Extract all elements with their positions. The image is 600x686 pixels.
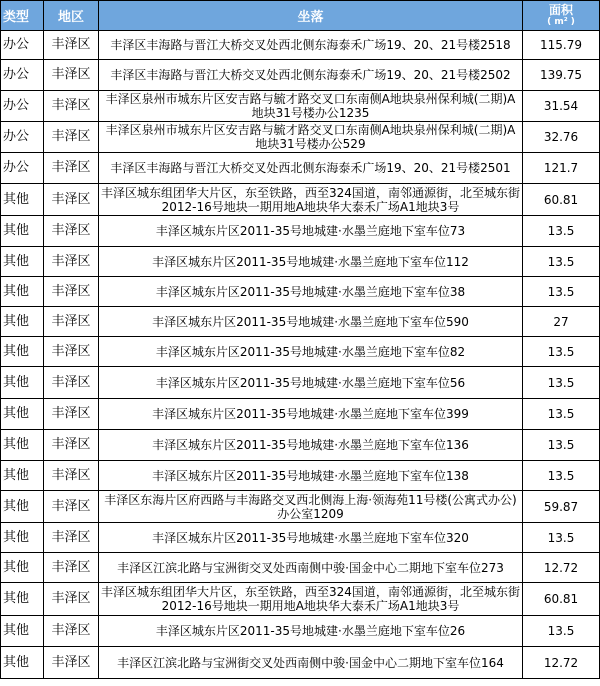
cell-type: 其他 <box>1 399 44 430</box>
cell-area: 13.5 <box>523 337 600 367</box>
table-row <box>1 647 600 679</box>
table-row <box>1 247 600 277</box>
cell-type: 其他 <box>1 307 44 337</box>
cell-area: 27 <box>523 307 600 337</box>
table-row <box>1 153 600 184</box>
table-row <box>1 616 600 647</box>
cell-location: 丰泽区丰海路与晋江大桥交叉处西北侧东海泰禾广场19、20、21号楼2502 <box>99 60 523 91</box>
cell-district: 丰泽区 <box>44 337 99 367</box>
table-row <box>1 216 600 247</box>
cell-area: 60.81 <box>523 184 600 216</box>
cell-district: 丰泽区 <box>44 307 99 337</box>
cell-area: 13.5 <box>523 461 600 491</box>
cell-area: 13.5 <box>523 399 600 430</box>
cell-area: 13.5 <box>523 277 600 307</box>
table-row <box>1 523 600 553</box>
cell-area: 31.54 <box>523 91 600 122</box>
header-type: 类型 <box>1 1 44 31</box>
cell-area: 13.5 <box>523 616 600 647</box>
cell-location: 丰泽区城东片区2011-35号地城建·水墨兰庭地下室车位320 <box>99 523 523 553</box>
cell-type: 其他 <box>1 461 44 491</box>
cell-location: 丰泽区城东片区2011-35号地城建·水墨兰庭地下室车位138 <box>99 461 523 491</box>
table-header-row <box>1 1 600 31</box>
cell-location: 丰泽区丰海路与晋江大桥交叉处西北侧东海泰禾广场19、20、21号楼2518 <box>99 31 523 60</box>
cell-district: 丰泽区 <box>44 277 99 307</box>
cell-type: 办公 <box>1 153 44 184</box>
cell-type: 其他 <box>1 277 44 307</box>
table-row <box>1 122 600 153</box>
cell-type: 其他 <box>1 553 44 583</box>
table-row <box>1 399 600 430</box>
cell-area: 13.5 <box>523 216 600 247</box>
cell-district: 丰泽区 <box>44 184 99 216</box>
table-row <box>1 367 600 399</box>
header-location: 坐落 <box>99 1 523 31</box>
cell-district: 丰泽区 <box>44 616 99 647</box>
cell-district: 丰泽区 <box>44 122 99 153</box>
cell-district: 丰泽区 <box>44 247 99 277</box>
cell-location: 丰泽区城东片区2011-35号地城建·水墨兰庭地下室车位26 <box>99 616 523 647</box>
table-row <box>1 491 600 523</box>
table-row <box>1 307 600 337</box>
cell-area: 12.72 <box>523 553 600 583</box>
cell-location: 丰泽区城东片区2011-35号地城建·水墨兰庭地下室车位112 <box>99 247 523 277</box>
table-row <box>1 31 600 60</box>
table-row <box>1 553 600 583</box>
cell-area: 59.87 <box>523 491 600 523</box>
cell-location: 丰泽区城东组团华大片区，东至铁路，西至324国道，南邻通源街，北至城东街2012-16号地块一期用地A地块华大泰禾广场A1地块3号 <box>99 184 523 216</box>
cell-area: 139.75 <box>523 60 600 91</box>
cell-area: 32.76 <box>523 122 600 153</box>
cell-location: 丰泽区城东片区2011-35号地城建·水墨兰庭地下室车位136 <box>99 430 523 461</box>
cell-location: 丰泽区城东组团华大片区，东至铁路，西至324国道，南邻通源街，北至城东街2012-16号地块一期用地A地块华大泰禾广场A1地块3号 <box>99 583 523 616</box>
cell-type: 其他 <box>1 337 44 367</box>
cell-type: 其他 <box>1 616 44 647</box>
cell-district: 丰泽区 <box>44 91 99 122</box>
table-row <box>1 583 600 616</box>
cell-type: 其他 <box>1 583 44 616</box>
table-row <box>1 337 600 367</box>
cell-location: 丰泽区城东片区2011-35号地城建·水墨兰庭地下室车位73 <box>99 216 523 247</box>
cell-area: 13.5 <box>523 523 600 553</box>
table-row <box>1 430 600 461</box>
cell-location: 丰泽区东海片区府西路与丰海路交叉西北侧海上海·领海苑11号楼(公寓式办公)办公室1209 <box>99 491 523 523</box>
cell-location: 丰泽区江滨北路与宝洲街交叉处西南侧中骏·国金中心二期地下室车位273 <box>99 553 523 583</box>
cell-area: 115.79 <box>523 31 600 60</box>
cell-area: 60.81 <box>523 583 600 616</box>
cell-type: 其他 <box>1 184 44 216</box>
header-area-label: 面积 <box>548 2 573 17</box>
table-row <box>1 277 600 307</box>
cell-district: 丰泽区 <box>44 31 99 60</box>
cell-type: 办公 <box>1 91 44 122</box>
cell-type: 其他 <box>1 523 44 553</box>
cell-district: 丰泽区 <box>44 583 99 616</box>
cell-district: 丰泽区 <box>44 461 99 491</box>
cell-location: 丰泽区城东片区2011-35号地城建·水墨兰庭地下室车位399 <box>99 399 523 430</box>
cell-area: 121.7 <box>523 153 600 184</box>
cell-type: 其他 <box>1 647 44 679</box>
cell-location: 丰泽区城东片区2011-35号地城建·水墨兰庭地下室车位590 <box>99 307 523 337</box>
cell-district: 丰泽区 <box>44 523 99 553</box>
cell-location: 丰泽区城东片区2011-35号地城建·水墨兰庭地下室车位56 <box>99 367 523 399</box>
cell-type: 其他 <box>1 216 44 247</box>
cell-location: 丰泽区城东片区2011-35号地城建·水墨兰庭地下室车位38 <box>99 277 523 307</box>
table-row <box>1 91 600 122</box>
table-row <box>1 461 600 491</box>
cell-district: 丰泽区 <box>44 399 99 430</box>
cell-location: 丰泽区江滨北路与宝洲街交叉处西南侧中骏·国金中心二期地下室车位164 <box>99 647 523 679</box>
cell-district: 丰泽区 <box>44 60 99 91</box>
cell-type: 其他 <box>1 491 44 523</box>
cell-type: 其他 <box>1 367 44 399</box>
cell-district: 丰泽区 <box>44 647 99 679</box>
cell-district: 丰泽区 <box>44 216 99 247</box>
cell-area: 12.72 <box>523 647 600 679</box>
cell-area: 13.5 <box>523 367 600 399</box>
cell-location: 丰泽区泉州市城东片区安吉路与毓才路交叉口东南侧A地块泉州保利城(二期)A地块31号楼办公1235 <box>99 91 523 122</box>
header-area <box>523 1 600 31</box>
cell-area: 13.5 <box>523 247 600 277</box>
table-row <box>1 60 600 91</box>
cell-district: 丰泽区 <box>44 553 99 583</box>
cell-type: 办公 <box>1 31 44 60</box>
header-district: 地区 <box>44 1 99 31</box>
cell-type: 办公 <box>1 122 44 153</box>
header-area-unit: ( m² ) <box>547 16 575 27</box>
cell-district: 丰泽区 <box>44 367 99 399</box>
cell-district: 丰泽区 <box>44 430 99 461</box>
cell-type: 其他 <box>1 247 44 277</box>
cell-location: 丰泽区丰海路与晋江大桥交叉处西北侧东海泰禾广场19、20、21号楼2501 <box>99 153 523 184</box>
cell-type: 其他 <box>1 430 44 461</box>
cell-location: 丰泽区城东片区2011-35号地城建·水墨兰庭地下室车位82 <box>99 337 523 367</box>
table-row <box>1 184 600 216</box>
cell-location: 丰泽区泉州市城东片区安吉路与毓才路交叉口东南侧A地块泉州保利城(二期)A地块31号楼办公529 <box>99 122 523 153</box>
cell-district: 丰泽区 <box>44 491 99 523</box>
cell-area: 13.5 <box>523 430 600 461</box>
cell-district: 丰泽区 <box>44 153 99 184</box>
cell-type: 办公 <box>1 60 44 91</box>
